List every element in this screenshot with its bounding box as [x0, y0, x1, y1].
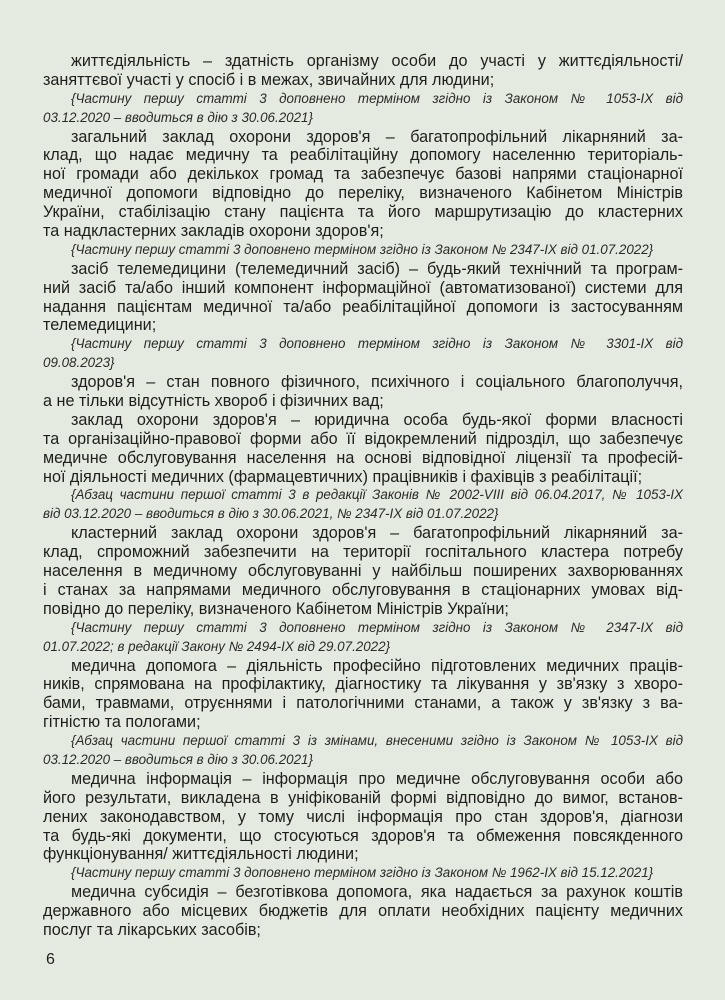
- amendment-note: [43, 90, 683, 128]
- text-line: телемедицини;: [43, 316, 157, 335]
- text-line: {Частину першу статті 3 доповнено терміном згідно із Законом № 2347-IX від 01.07.2022}: [71, 241, 654, 257]
- text-line: {Частину першу статті 3 доповнено терміном згідно із Законом № 2347-IX від: [71, 619, 683, 635]
- text-line: {Абзац частини першої статті 3 із змінами, внесеними згідно із Законом № 1053-IX від: [71, 733, 683, 749]
- text-line: послуг та лікарських засобів;: [43, 920, 261, 939]
- text-line: гітністю та пологами;: [43, 713, 201, 732]
- page-number: 6: [46, 951, 55, 968]
- text-line: 09.08.2023}: [43, 355, 115, 371]
- text-line: та будь-які документи, що стосуються здоров'я та обмеження повсякденного: [43, 826, 683, 845]
- text-line: функціонування/ життєдіяльності людини;: [43, 845, 359, 864]
- text-line: населення в медичному обслуговуванні у найбільш поширених захворюваннях: [43, 562, 683, 581]
- text-line: {Частину першу статті 3 доповнено терміном згідно із Законом № 1053-IX від: [71, 90, 683, 106]
- definition-paragraph: [43, 373, 683, 411]
- definition-paragraph: [43, 883, 683, 940]
- amendment-note: [43, 732, 683, 770]
- text-line: заклад охорони здоров'я – юридична особа будь-якої форми власності: [71, 410, 683, 429]
- text-line: медична субсидія – безготівкова допомога, яка надається за рахунок коштів: [71, 883, 683, 902]
- text-line: {Абзац частини першої статті 3 в редакції Законів № 2002-VIII від 06.04.2017, № 1053-IX: [71, 487, 683, 503]
- text-line: заняттєвої участі у спосіб і в межах, звичайних для людини;: [43, 70, 495, 89]
- text-line: лених законодавством, у тому числі інформація про стан здоров'я, діагнози: [43, 807, 683, 826]
- text-line: ний засіб та/або інший компонент інформаційної (автоматизованої) системи для: [43, 278, 683, 297]
- text-line: життєдіяльність – здатність організму особи до участі у життєдіяльності/: [71, 52, 683, 70]
- text-line: від 03.12.2020 – вводиться в дію з 30.06.2021, № 2347-IX від 01.07.2022}: [43, 506, 499, 522]
- text-line: засіб телемедицини (телемедичний засіб) – будь-який технічний та програм-: [71, 259, 683, 278]
- definition-paragraph: [43, 128, 683, 241]
- definition-paragraph: [43, 524, 683, 618]
- text-line: загальний заклад охорони здоров'я – багатопрофільний лікарняний за-: [71, 127, 683, 146]
- text-line: кластерний заклад охорони здоров'я – багатопрофільний лікарняний за-: [71, 524, 683, 543]
- text-line: його результати, викладена в уніфікованій формі відповідно до вимог, встанов-: [43, 788, 683, 807]
- text-line: клад, спроможний забезпечити на території госпітального кластера потребу: [43, 543, 683, 562]
- text-line: і станах за напрямами медичного обслуговування в стаціонарних умовах від-: [43, 580, 683, 599]
- amendment-note: [43, 486, 683, 524]
- definition-paragraph: [43, 411, 683, 487]
- text-line: надання пацієнтам медичної та/або реабілітаційної допомоги із застосуванням: [43, 297, 683, 316]
- text-line: державного або місцевих бюджетів для оплати необхідних пацієнту медичних: [43, 902, 683, 921]
- text-line: 03.12.2020 – вводиться в дію з 30.06.2021}: [43, 751, 313, 767]
- amendment-note: [43, 619, 683, 657]
- definition-paragraph: [43, 260, 683, 336]
- text-line: {Частину першу статті 3 доповнено терміном згідно із Законом № 3301-IX від: [71, 336, 683, 352]
- document-page: [43, 52, 683, 940]
- text-line: повідно до переліку, визначеного Кабінетом Міністрів України;: [43, 599, 509, 618]
- text-line: здоров'я – стан повного фізичного, психічного і соціального благополуччя,: [71, 373, 683, 392]
- text-line: ників, спрямована на профілактику, діагностику та лікування у зв'язку з хворо-: [43, 675, 683, 694]
- text-line: {Частину першу статті 3 доповнено терміном згідно із Законом № 1962-IX від 15.12.2021}: [71, 865, 654, 881]
- amendment-note: [43, 241, 683, 260]
- text-line: медична допомога – діяльність професійно підготовлених медичних праців-: [71, 656, 683, 675]
- text-line: медичної допомоги відповідно до переліку, визначеного Кабінетом Міністрів: [43, 184, 683, 203]
- text-line: 01.07.2022; в редакції Закону № 2494-IX від 29.07.2022}: [43, 638, 391, 654]
- definition-paragraph: [43, 657, 683, 733]
- definition-paragraph: [43, 770, 683, 864]
- text-line: клад, що надає медичну та реабілітаційну допомогу населенню територіаль-: [43, 146, 683, 165]
- definition-paragraph: [43, 52, 683, 90]
- text-line: ної діяльності медичних (фармацевтичних) працівників і фахівців з реабілітації;: [43, 467, 643, 486]
- text-line: медичне обслуговування населення на основі відповідної ліцензії та професій-: [43, 448, 683, 467]
- text-line: та надкластерних закладів охорони здоров'я;: [43, 222, 384, 241]
- text-line: та організаційно-правової форми або її відокремлений підрозділ, що забезпечує: [43, 429, 683, 448]
- text-line: ної громади або декількох громад та забезпечує базові напрями стаціонарної: [43, 165, 683, 184]
- text-line: бами, травмами, отруєннями і патологічними станами, а також у зв'язку з ва-: [43, 694, 683, 713]
- amendment-note: [43, 864, 683, 883]
- text-line: а не тільки відсутність хвороб і фізичних вад;: [43, 392, 384, 411]
- text-line: 03.12.2020 – вводиться в дію з 30.06.2021}: [43, 109, 313, 125]
- amendment-note: [43, 335, 683, 373]
- text-line: України, стабілізацію стану пацієнта та його маршрутизацію до кластерних: [43, 203, 683, 222]
- text-line: медична інформація – інформація про медичне обслуговування особи або: [71, 769, 683, 788]
